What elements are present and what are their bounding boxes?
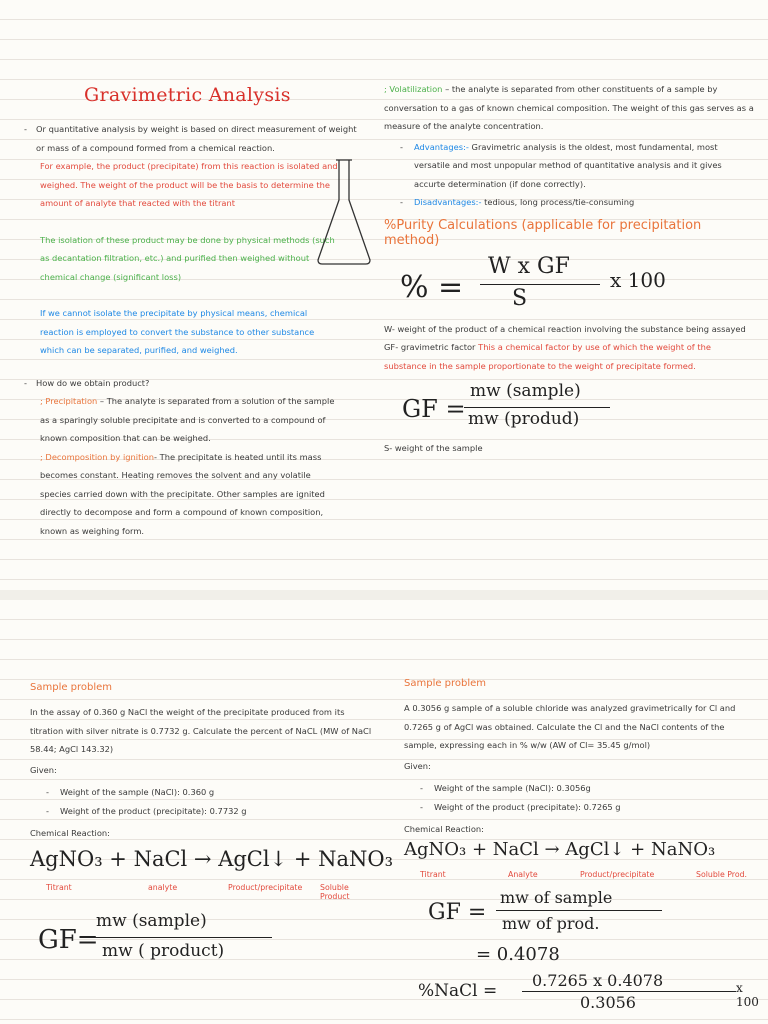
gf-denominator-left: mw ( product) bbox=[102, 940, 225, 961]
gf-formula bbox=[384, 381, 754, 439]
precipitation-text: – The analyte is separated from a solution of the sample as a sparingly soluble precipitate and is converted to a compound of known composition that can be weighed. bbox=[40, 396, 335, 443]
advantages-text: Gravimetric analysis is the oldest, most fundamental, most versatile and most unpopular method of quantitative analysis and it gives accurte determination (if done correctly). bbox=[414, 141, 722, 189]
w-definition: W- weight of the product of a chemical reaction involving the substance being assayed bbox=[384, 323, 746, 334]
decomposition-text: - The precipitate is heated until its mass becomes constant. Heating removes the solvent and any volatile species carried down with the precipitate. Other samples are ignited directly to decompose and form a compound of known composition, known as weighing form. bbox=[40, 451, 325, 536]
purity-formula-lhs: % = bbox=[400, 269, 464, 305]
gf-lhs-right: GF = bbox=[428, 899, 487, 925]
gf-bar-right bbox=[496, 910, 662, 911]
role-analyte-right: Analyte bbox=[508, 869, 538, 879]
isolation-paragraph: The isolation of these product may be done by physical methods (such as decantation filtration, etc.) and purified then weighed without chemical change (significant loss) bbox=[40, 234, 335, 282]
role-product: Product/precipitate bbox=[228, 882, 303, 892]
gf-formula-denominator: mw (produd) bbox=[468, 409, 580, 429]
problem-text-left: In the assay of 0.360 g NaCl the weight of the precipitate produced from its titration with silver nitrate is 0.7732 g. Calculate the percent of NaCL (MW of NaCl 58.44; AgCl 143.32) bbox=[30, 707, 372, 754]
purity-formula-numerator: W x GF bbox=[488, 253, 570, 279]
page-title: Gravimetric Analysis bbox=[84, 84, 291, 106]
advantages-label: Advantages:- bbox=[414, 141, 469, 152]
role-soluble-product: Soluble Product bbox=[320, 882, 350, 901]
purity-heading: %Purity Calculations (applicable for precipitation method) bbox=[384, 217, 702, 248]
precipitation-label: ; Precipitation bbox=[40, 396, 98, 406]
gf-formula-lhs: GF = bbox=[402, 395, 466, 423]
sample-problem-heading-right: Sample problem bbox=[404, 678, 487, 689]
page1-left-column bbox=[22, 84, 362, 540]
percent-nacl-bar bbox=[522, 991, 736, 992]
disadvantages-item bbox=[384, 193, 754, 212]
role-titrant: Titrant bbox=[46, 882, 72, 892]
gf-numerator-right: mw of sample bbox=[500, 887, 613, 907]
volatilization-text: – the analyte is separated from other constituents of a sample by conversation to a gas of known chemical composition. The weight of this gas serves as a measure of the analyte concentration. bbox=[384, 84, 754, 131]
gf-value-right: = 0.4078 bbox=[476, 943, 560, 965]
gf-lhs-left: GF= bbox=[38, 924, 99, 955]
reaction-equation-left: AgNO₃ + NaCl → AgCl↓ + NaNO₃ bbox=[30, 846, 394, 871]
given-item-left-2: - Weight of the product (precipitate): 0.7732 g bbox=[30, 802, 380, 821]
advantages-item bbox=[384, 138, 754, 194]
given-label-left: Given: bbox=[30, 764, 57, 775]
decomposition-paragraph bbox=[22, 448, 340, 541]
percent-nacl-lhs: %NaCl = bbox=[418, 980, 498, 1001]
reaction-roles-right bbox=[404, 870, 756, 886]
role-analyte: analyte bbox=[148, 882, 178, 892]
given-item-right-1: - Weight of the sample (NaCl): 0.3056g bbox=[404, 779, 756, 798]
intro-paragraph: - Or quantitative analysis by weight is based on direct measurement of weight or mass of a compound formed from a chemical reaction. bbox=[22, 120, 362, 157]
role-titrant-right: Titrant bbox=[420, 869, 446, 879]
role-product-right: Product/precipitate bbox=[580, 869, 655, 879]
percent-nacl-denominator: 0.3056 bbox=[580, 992, 636, 1012]
given-item-right-2: - Weight of the product (precipitate): 0.7265 g bbox=[404, 798, 756, 817]
fraction-bar bbox=[480, 284, 600, 285]
gf-fraction-bar bbox=[464, 407, 610, 408]
percent-nacl-multiplier: x 100 bbox=[736, 980, 759, 1009]
reaction-equation-right: AgNO₃ + NaCl → AgCl↓ + NaNO₃ bbox=[404, 838, 716, 860]
gf-formula-numerator: mw (sample) bbox=[470, 381, 581, 401]
s-definition: S- weight of the sample bbox=[384, 443, 483, 453]
gf-formula-left bbox=[30, 911, 380, 971]
chem-reaction-label-left: Chemical Reaction: bbox=[30, 828, 110, 838]
question-line: - How do we obtain product? bbox=[22, 374, 362, 393]
gf-definition bbox=[384, 338, 754, 375]
chem-reaction-label-right: Chemical Reaction: bbox=[404, 824, 484, 834]
gf-bar-left bbox=[90, 937, 272, 938]
page2-right-column bbox=[404, 678, 759, 1012]
role-soluble-product-right: Soluble Prod. bbox=[696, 869, 748, 879]
precipitation-paragraph bbox=[22, 392, 340, 448]
gf-definition-prefix: GF- gravimetric factor bbox=[384, 342, 479, 352]
page2-left-column bbox=[30, 682, 394, 971]
gf-definition-text: This a chemical factor by use of which the weight of the substance in the sample proportionate to the weight of precipitate formed. bbox=[384, 342, 711, 371]
purity-formula-denominator: S bbox=[512, 285, 528, 311]
given-label-right: Given: bbox=[404, 760, 431, 771]
gf-formula-right bbox=[404, 888, 756, 944]
purity-formula bbox=[384, 252, 754, 314]
erlenmeyer-flask-icon bbox=[314, 156, 374, 268]
example-paragraph: For example, the product (precipitate) from this reaction is isolated and weighed. The weight of the product will be the basis to determine the amount of analyte that reacted with the titrant bbox=[40, 161, 338, 208]
disadvantages-label: Disadvantages:- bbox=[414, 197, 482, 207]
conversion-paragraph: If we cannot isolate the precipitate by physical means, chemical reaction is employed to convert the substance to other substance which can be separated, purified, and weighed. bbox=[40, 308, 315, 355]
page-gap bbox=[0, 590, 768, 600]
notebook-page-2 bbox=[0, 600, 768, 1024]
page1-right-column bbox=[384, 80, 754, 458]
gf-denominator-right: mw of prod. bbox=[502, 913, 600, 933]
percent-nacl-numerator: 0.7265 x 0.4078 bbox=[532, 970, 664, 990]
sample-problem-heading-left: Sample problem bbox=[30, 682, 113, 693]
volatilization-paragraph bbox=[384, 80, 754, 136]
percent-nacl-formula bbox=[404, 970, 759, 1012]
gf-numerator-left: mw (sample) bbox=[96, 910, 207, 931]
problem-text-right: A 0.3056 g sample of a soluble chloride was analyzed gravimetrically for Cl and 0.7265 g of AgCl was obtained. Calculate the Cl and the NaCl contents of the sample, expressing each in % w/w (AW of Cl= 35.45 g/mol) bbox=[404, 703, 736, 750]
volatilization-label: ; Volatilization bbox=[384, 84, 443, 94]
given-item-left-1: - Weight of the sample (NaCl): 0.360 g bbox=[30, 783, 380, 802]
reaction-roles-left bbox=[30, 883, 380, 901]
decomposition-label: ; Decomposition by ignition bbox=[40, 451, 154, 462]
purity-formula-multiplier: x 100 bbox=[610, 267, 666, 292]
disadvantages-text: tedious, long process/tie-consuming bbox=[481, 197, 635, 207]
